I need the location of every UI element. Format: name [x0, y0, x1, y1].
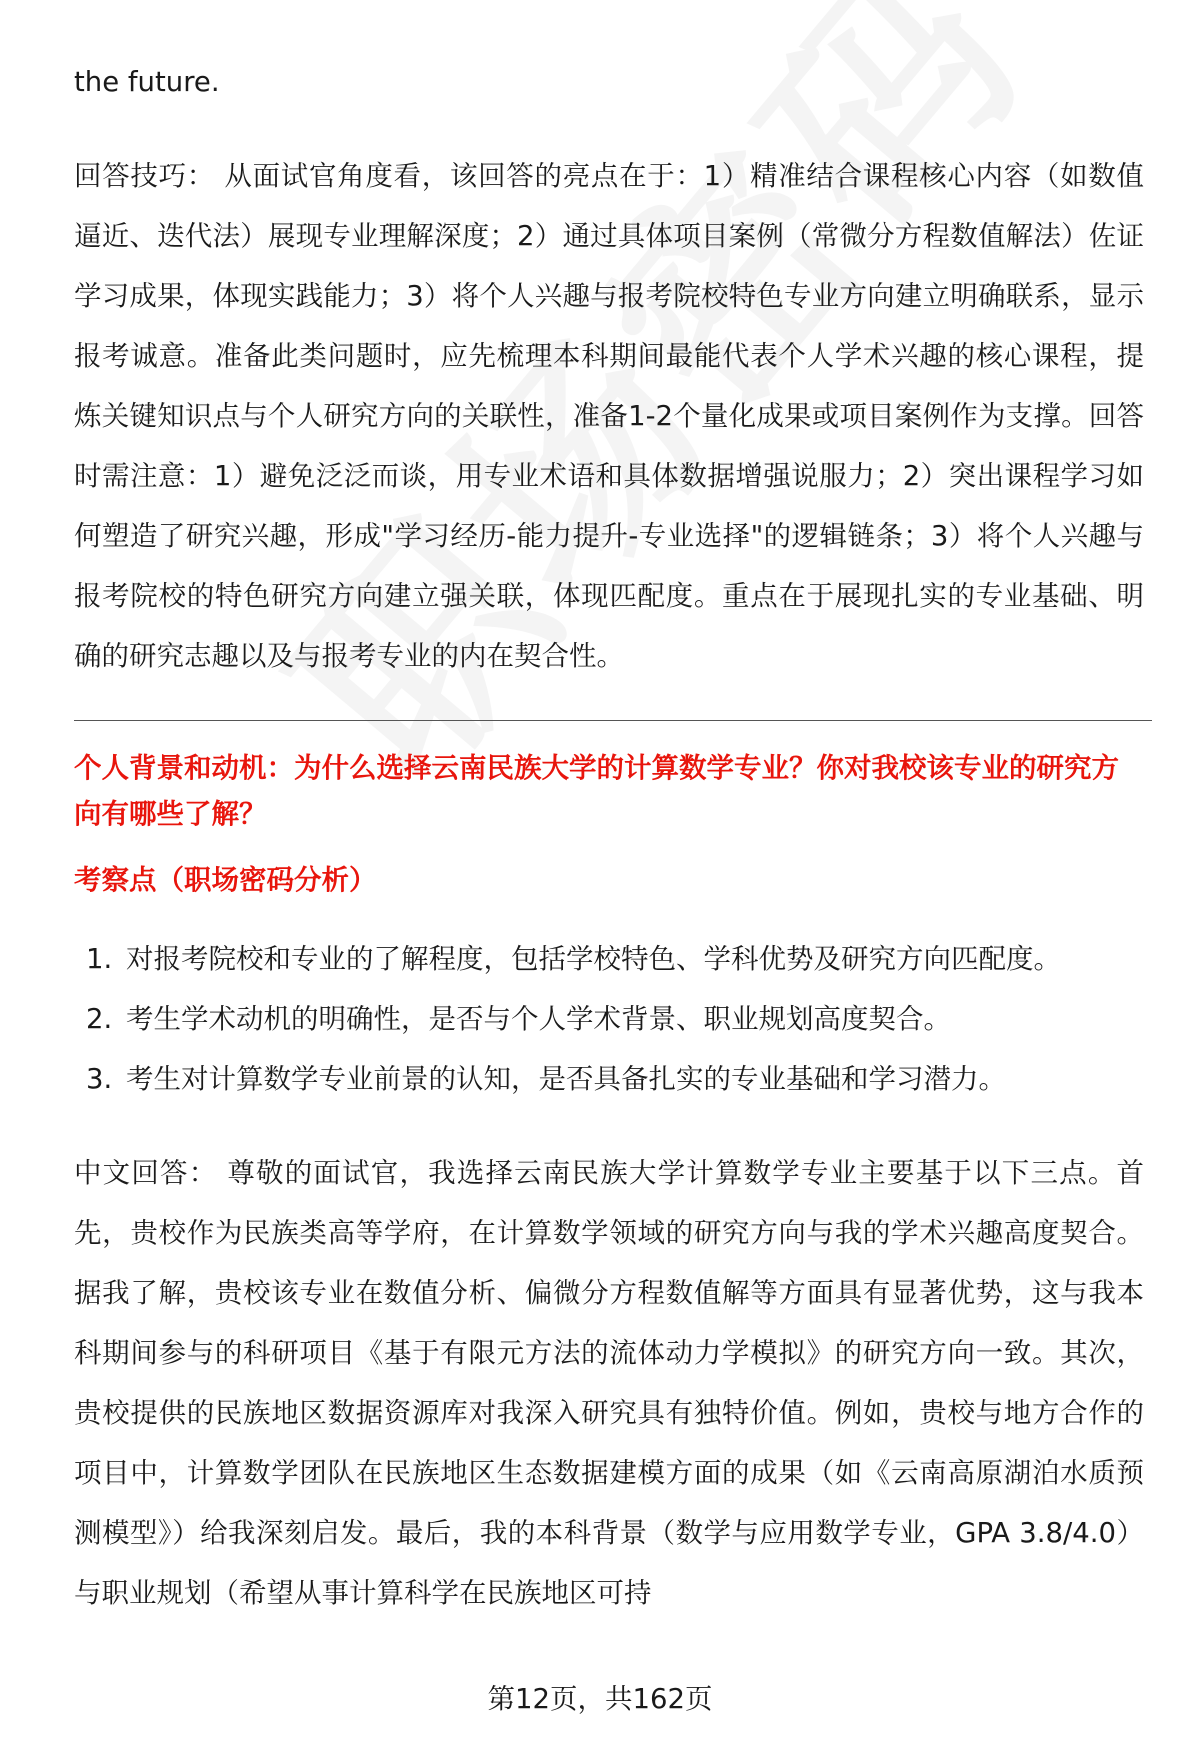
list-item	[74, 1049, 1144, 1109]
chinese-answer-paragraph	[74, 1143, 1144, 1623]
list-item-number: 1.	[86, 943, 113, 975]
question-heading: 个人背景和动机：为什么选择云南民族大学的计算数学专业？你对我校该专业的研究方向有哪些了解？	[74, 752, 1119, 830]
assessment-points-list	[74, 929, 1144, 1109]
list-item	[74, 929, 1144, 989]
list-item-number: 3.	[86, 1063, 113, 1095]
list-item	[74, 989, 1144, 1049]
page-content	[74, 52, 1144, 1623]
answer-tips-label: 回答技巧：	[74, 160, 215, 192]
list-item-text: 对报考院校和专业的了解程度，包括学校特色、学科优势及研究方向匹配度。	[126, 943, 1061, 975]
assessment-points-heading: 考察点（职场密码分析）	[74, 864, 377, 896]
continuation-text: the future.	[74, 66, 220, 98]
chinese-answer-text: 尊敬的面试官，我选择云南民族大学计算数学专业主要基于以下三点。首先，贵校作为民族类高等学府，在计算数学领域的研究方向与我的学术兴趣高度契合。据我了解，贵校该专业在数值分析、偏微分方程数值解等方面具有显著优势，这与我本科期间参与的科研项目《基于有限元方法的流体动力学模拟》的研究方向一致。其次，贵校提供的民族地区数据资源库对我深入研究具有独特价值。例如，贵校与地方合作的项目中，计算数学团队在民族地区生态数据建模方面的成果（如《云南高原湖泊水质预测模型》）给我深刻启发。最后，我的本科背景（数学与应用数学专业，GPA 3.8/4.0）与职业规划（希望从事计算科学在民族地区可持	[74, 1157, 1144, 1609]
answer-tips-text: 从面试官角度看，该回答的亮点在于：1）精准结合课程核心内容（如数值逼近、迭代法）展现专业理解深度；2）通过具体项目案例（常微分方程数值解法）佐证学习成果，体现实践能力；3）将个人兴趣与报考院校特色专业方向建立明确联系，显示报考诚意。准备此类问题时，应先梳理本科期间最能代表个人学术兴趣的核心课程，提炼关键知识点与个人研究方向的关联性，准备1-2个量化成果或项目案例作为支撑。回答时需注意：1）避免泛泛而谈，用专业术语和具体数据增强说服力；2）突出课程学习如何塑造了研究兴趣，形成"学习经历-能力提升-专业选择"的逻辑链条；3）将个人兴趣与报考院校的特色研究方向建立强关联，体现匹配度。重点在于展现扎实的专业基础、明确的研究志趣以及与报考专业的内在契合性。	[74, 160, 1144, 672]
section-divider	[74, 720, 1152, 721]
chinese-answer-label: 中文回答：	[74, 1157, 218, 1189]
list-item-text: 考生对计算数学专业前景的认知，是否具备扎实的专业基础和学习潜力。	[126, 1063, 1006, 1095]
answer-tips-paragraph	[74, 146, 1144, 686]
page-number-footer: 第12页，共162页	[487, 1683, 713, 1715]
list-item-text: 考生学术动机的明确性，是否与个人学术背景、职业规划高度契合。	[126, 1003, 951, 1035]
list-item-number: 2.	[86, 1003, 113, 1035]
